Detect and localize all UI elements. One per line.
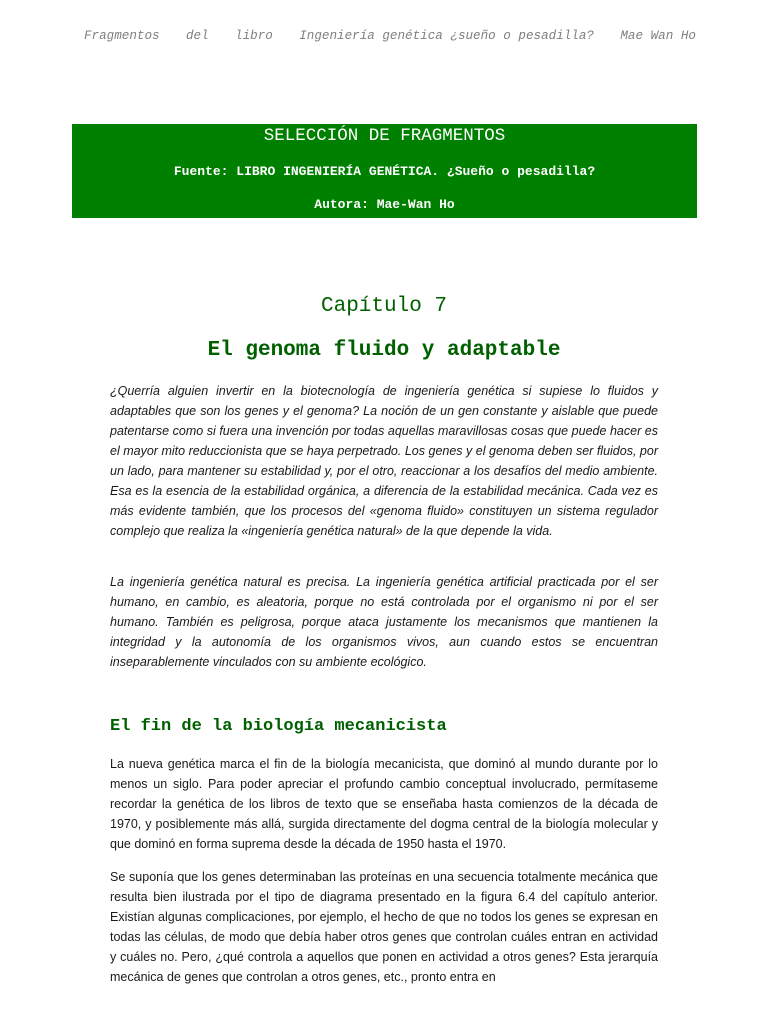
selection-banner [72,124,697,218]
body-paragraph: ¿Querría alguien invertir en la biotecnología de ingeniería genética si supiese lo fluidos y adaptables que son los genes y el genoma? La noción de un gen constante y aislable que puede patentarse como si fuera una invención por todas aquellas maravillosas cosas que puede hacer es el mayor mito reduccionista que se haya perpetrado. Los genes y el genoma deben ser fluidos, por un lado, para mantener su estabilidad y, por el otro, reaccionar a los desafíos del medio ambiente. Esa es la esencia de la estabilidad orgánica, a diferencia de la estabilidad mecánica. Cada vez es más evidente también, que los procesos del «genoma fluido» constituyen un sistema regulador complejo que realiza la «ingeniería genética natural» de la que depende la vida. [110,384,658,538]
chapter-number: Capítulo 7 [320,295,448,318]
body-paragraph: La ingeniería genética natural es precisa. La ingeniería genética artificial practicada por el ser humano, en cambio, es aleatoria, porque no está controlada por el organismo ni por el ser humano. También es peligrosa, porque ataca justamente los mecanismos que mantienen la integridad y la autonomía de los organismos vivos, aun cuando estos se encuentran inseparablemente vinculados con su ambiente ecológico. [110,575,658,669]
body-paragraph: Se suponía que los genes determinaban las proteínas en una secuencia totalmente mecánica que resulta bien ilustrada por el tipo de diagrama presentado en la figura 6.4 del capítulo anterior. Existían algunas complicaciones, por ejemplo, el hecho de que no todos los genes se expresan en todas las células, de modo que debía haber otros genes que controlan cuáles entran en actividad y cuáles no. Pero, ¿qué controla a aquellos que ponen en actividad a otros genes? Esta jerarquía mecánica de genes que controlan a otros genes, etc., pronto entra en [110,870,658,984]
running-header [84,29,696,43]
running-header-book-title: Ingeniería genética ¿sueño o pesadilla? [299,29,594,43]
banner-title: SELECCIÓN DE FRAGMENTOS [263,126,506,146]
running-header-author: Mae Wan Ho [620,29,696,43]
banner-author: Autora: Mae-Wan Ho [314,197,455,212]
running-header-word: Fragmentos [84,29,160,43]
running-header-word: libro [235,29,273,43]
running-header-word: del [185,29,209,43]
banner-source: Fuente: LIBRO INGENIERÍA GENÉTICA. ¿Sueño o pesadilla? [173,164,596,179]
body-paragraph: La nueva genética marca el fin de la biología mecanicista, que dominó al mundo durante por lo menos un siglo. Para poder apreciar el profundo cambio conceptual involucrado, permítaseme recordar la genética de los libros de texto que se enseñaba hasta comienzos de la década de 1970, y posiblemente más allá, surgida directamente del dogma central de la biología molecular y que dominó en forma suprema desde la década de 1950 hasta el 1970. [110,757,658,851]
section-heading: El fin de la biología mecanicista [110,717,447,736]
chapter-title: El genoma fluido y adaptable [207,339,561,362]
